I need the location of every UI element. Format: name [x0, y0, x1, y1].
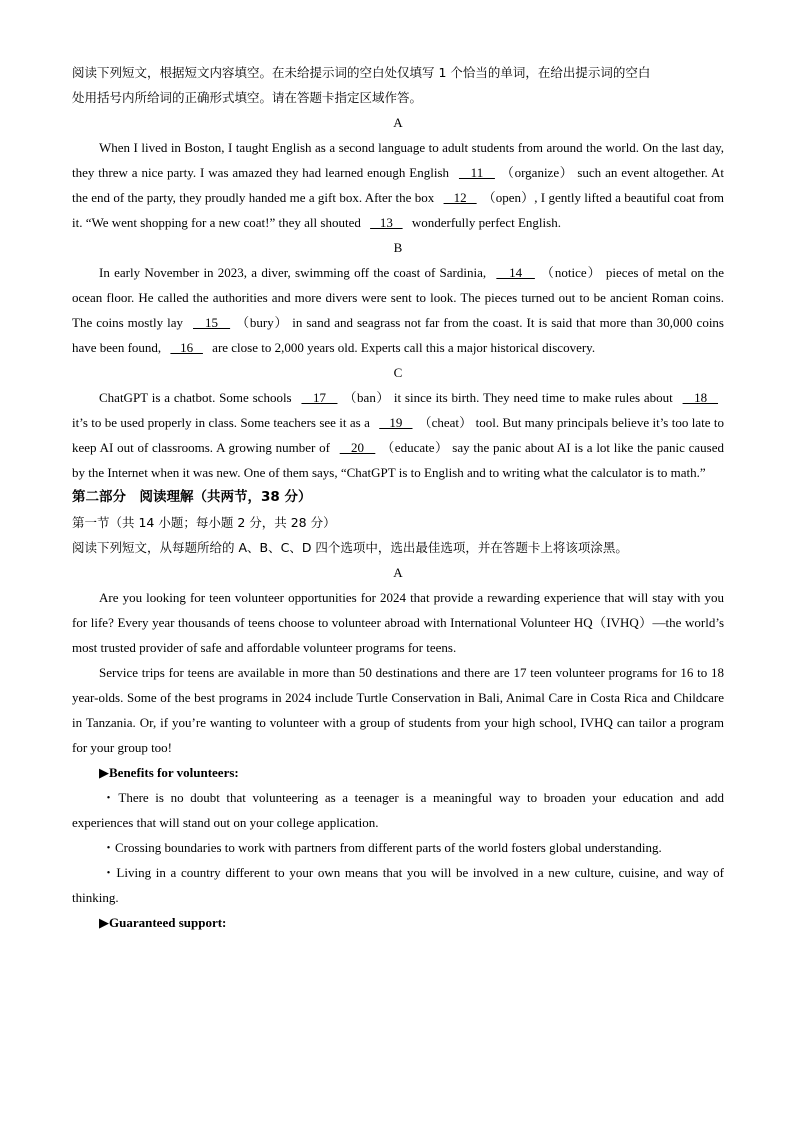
blank-19[interactable]: 19	[379, 415, 413, 430]
benefit-item-1	[72, 785, 724, 835]
reading-paragraph-1: Are you looking for teen volunteer opportunities for 2024 that provide a rewarding experience that will stay with you for life? Every year thousands of teens choose to volunteer abroad with International Volunteer HQ（IVHQ）—the world’s most trusted provider of safe and affordable volunteer programs for teens.	[72, 590, 724, 655]
passage-c-sentence: it’s to be used properly in class. Some teachers see it as a	[72, 415, 374, 430]
passage-b-label: B	[393, 240, 403, 255]
blank-15[interactable]: 15	[193, 315, 231, 330]
blank-18[interactable]: 18	[682, 390, 719, 405]
bullet-dot-icon: ・	[102, 840, 116, 855]
blank-12[interactable]: 12	[443, 190, 477, 205]
passage-b-sentence: In early November in 2023, a diver, swimming off the coast of Sardinia,	[99, 265, 491, 280]
passage-a-sentence: such an event altogether. At the end of the party, they proudly handed me a gift box. After the box	[72, 165, 724, 205]
instructions-line-1: 阅读下列短文，根据短文内容填空。在未给提示词的空白处仅填写 1 个恰当的单词，在给出提示词的空白	[72, 65, 651, 80]
hint-14: （notice）	[540, 265, 602, 280]
benefit-text: Living in a country different to your own means that you will be involved in a new culture, cuisine, and way of thinking.	[72, 865, 724, 905]
passage-c-text	[72, 385, 724, 485]
hint-15: （bury）	[236, 315, 289, 330]
hint-20: （educate）	[381, 440, 449, 455]
hint-11: （organize）	[500, 165, 574, 180]
passage-b-sentence: pieces of metal on the ocean floor. He called the authorities and more divers were sent to look. The pieces turned out to be ancient Roman coins. The coins mostly lay	[72, 265, 725, 330]
passage-c-sentence: say the panic about AI is a lot like the panic caused by the Internet when it was new. One of them says, “ChatGPT is to English and to writing what the calculator is to math.”	[72, 440, 724, 480]
passage-a-sentence: , I gently lifted a beautiful coat from it. “We went shopping for a new coat!” they all shouted	[72, 190, 725, 230]
passage-b-sentence: in sand and seagrass not far from the coast. It is said that more than 30,000 coins have been found,	[72, 315, 724, 355]
passage-a-sentence: When I lived in Boston, I taught English as a second language to adult students from around the world. On the last day, they threw a nice party. I was amazed they had learned enough English	[72, 140, 724, 180]
benefit-text: Crossing boundaries to work with partners from different parts of the world fosters global understanding.	[115, 840, 662, 855]
hint-17: （ban）	[343, 390, 390, 405]
passage-a-sentence: wonderfully perfect English.	[408, 215, 561, 230]
passage-a-text	[72, 135, 724, 235]
passage-a-label: A	[393, 115, 403, 130]
benefit-item-2	[72, 835, 724, 860]
benefit-text: There is no doubt that volunteering as a teenager is a meaningful way to broaden your education and add experiences that will stand out on your college application.	[72, 790, 724, 830]
support-heading: ▶Guaranteed support:	[99, 915, 227, 930]
blank-14[interactable]: 14	[496, 265, 535, 280]
blank-11[interactable]: 11	[458, 165, 495, 180]
part-two-title: 第二部分 阅读理解（共两节，38 分）	[72, 489, 312, 505]
blank-16[interactable]: 16	[170, 340, 203, 355]
passage-c-label: C	[393, 365, 403, 380]
exam-page	[72, 60, 724, 935]
section-one-title: 第一节（共 14 小题；每小题 2 分，共 28 分）	[72, 515, 336, 530]
passage-c-sentence: tool. But many principals believe it’s too late to keep AI out of classrooms. A growing number of	[72, 415, 724, 455]
benefit-item-3	[72, 860, 724, 910]
reading-instructions: 阅读下列短文，从每题所给的 A、B、C、D 四个选项中，选出最佳选项，并在答题卡上将该项涂黑。	[72, 540, 628, 555]
instructions-line-2: 处用括号内所给词的正确形式填空。请在答题卡指定区域作答。	[72, 90, 423, 105]
passage-b-text	[72, 260, 724, 360]
blank-20[interactable]: 20	[339, 440, 376, 455]
reading-paragraph-2: Service trips for teens are available in more than 50 destinations and there are 17 teen volunteer programs for 16 to 18 year-olds. Some of the best programs in 2024 include Turtle Conservation in Bali, Animal Care in Costa Rica and Childcare in Tanzania. Or, if you’re wanting to volunteer with a group of students from your high school, IVHQ can tailor a program for your group too!	[72, 665, 724, 755]
passage-c-sentence: ChatGPT is a chatbot. Some schools	[99, 390, 296, 405]
blank-13[interactable]: 13	[370, 215, 403, 230]
hint-19: （cheat）	[418, 415, 473, 430]
bullet-dot-icon: ・	[102, 790, 119, 805]
reading-a-label: A	[393, 565, 403, 580]
blank-17[interactable]: 17	[301, 390, 338, 405]
benefits-heading: ▶Benefits for volunteers:	[99, 765, 239, 780]
instructions	[72, 60, 724, 110]
passage-c-sentence: it since its birth. They need time to make rules about	[390, 390, 677, 405]
hint-12: （open）	[482, 190, 535, 205]
bullet-dot-icon: ・	[102, 865, 117, 880]
passage-b-sentence: are close to 2,000 years old. Experts call this a major historical discovery.	[208, 340, 596, 355]
